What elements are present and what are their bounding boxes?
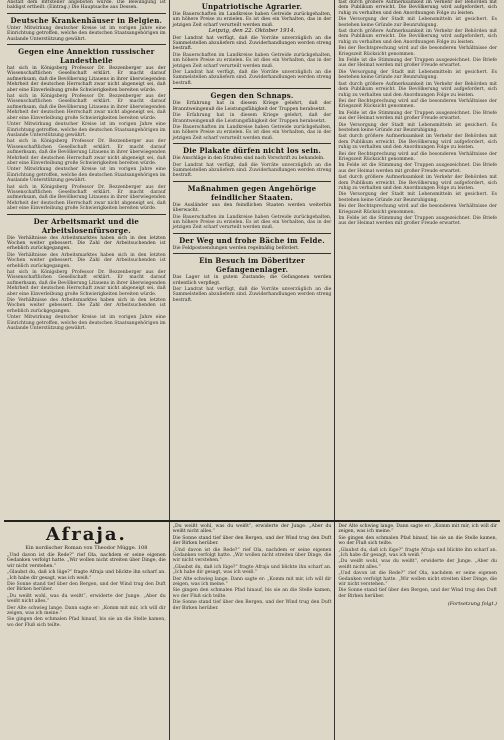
article-body: Im Felde ist die Stimmung der Truppen ausgezeichnet. Die Briefe aus der Heimat werden mit großer Freude erwartet. xyxy=(338,163,498,174)
article-body: Bei der Rechtsprechung wird auf die besonderen Verhältnisse der Kriegszeit Rücksicht genommen. xyxy=(338,46,498,57)
article-body: Die Bauerschaften im Landkreise haben Getreide zurückgehalten, um höhere Preise zu erzielen. Es ist dies ein Verhalten, das in der jetzigen Zeit scharf verurteilt werden muß. xyxy=(172,124,332,141)
novel-title: Afraja. xyxy=(45,524,127,545)
article-body: Unter Mitwirkung deutscher Kreise ist im vorigen Jahre eine Einrichtung getroffen, welche den deutschen Staatsangehörigen im Auslande Unterstützung gewährt. xyxy=(7,122,166,138)
novel-subtitle xyxy=(7,545,166,551)
headline: Ein Besuch im Döberitzer Gefangenenlager. xyxy=(199,256,305,275)
article-body: Im Felde ist die Stimmung der Truppen ausgezeichnet. Die Briefe aus der Heimat werden mit großer Freude erwartet. xyxy=(338,110,498,122)
novel-text: Sie gingen den schmalen Pfad hinauf, bis sie an die Stelle kamen, wo der Fluß sich teilte. xyxy=(7,617,166,628)
feuilleton-section xyxy=(4,520,500,740)
article-body: Die Anschläge in den Straßen sind nach Vorschrift zu behandeln. xyxy=(172,156,325,162)
headline: Gegen den Schnaps. xyxy=(210,91,294,101)
divider xyxy=(7,214,166,215)
novel-text: Die Sonne stand tief über den Bergen, und der Wind trug den Duft der Birken herüber. xyxy=(338,588,498,599)
article-body: Der Landrat hat verfügt, daß die Vorräte unverzüglich an die Sammelstellen abzuliefern sind. Zuwiderhandlungen werden streng bestraft. xyxy=(172,35,332,52)
novel-text: Der Alte schwieg lange. Dann sagte er: „Komm mit mir, ich will dir zeigen, was ich meine.“ xyxy=(338,524,498,535)
article-body: Der Landrat hat verfügt, daß die Vorräte unverzüglich an die Sammelstellen abzuliefern sind. Zuwiderhandlungen werden streng bestraft. xyxy=(172,162,332,179)
article-body: Die Versorgung der Stadt mit Lebensmitteln ist gesichert. Es bestehen keine Gründe zur Beunruhigung. xyxy=(338,17,498,28)
article-body: fast durch größere Aufmerksamkeit im Verkehr der Behörden mit dem Publikum erreicht. Die Bevölkerung wird aufgefordert, sich ruhig zu verhalten und den Anordnungen Folge zu leisten. xyxy=(338,81,498,98)
article-body: Die Verhältnisse des Arbeitsmarktes haben sich in den letzten Wochen weiter gebessert. Die Zahl der Arbeitsuchenden ist erheblich zurückgegangen. xyxy=(7,252,166,269)
article-body: fast durch größere Aufmerksamkeit im Verkehr der Behörden mit dem Publikum erreicht. Die Bevölkerung wird aufgefordert, sich ruhig zu verhalten und den Anordnungen Folge zu leisten. xyxy=(338,29,498,45)
novel-text: Die Sonne stand tief über den Bergen, und der Wind trug den Duft der Birken herüber. xyxy=(7,582,166,593)
column-1 xyxy=(4,0,170,520)
article-body: Der Landrat hat verfügt, daß die Vorräte unverzüglich an die Sammelstellen abzuliefern sind. Zuwiderhandlungen werden streng bestraft. xyxy=(172,70,332,86)
article-body: Die Erfahrung hat in diesem Kriege gelehrt, daß der Branntweingenuß die Leistungsfähigkeit der Truppen herabsetzt. xyxy=(172,113,332,124)
article-body: fast durch größere Aufmerksamkeit im Verkehr der Behörden mit dem Publikum erreicht. Die Bevölkerung wird aufgefordert, sich ruhig zu verhalten und den Anordnungen Folge zu leisten. xyxy=(338,0,498,16)
headline: Die Plakate dürfen nicht los sein. xyxy=(182,146,322,156)
article-body: fast durch größere Aufmerksamkeit im Verkehr der Behörden mit dem Publikum erreicht. Die Bevölkerung wird aufgefordert, sich ruhig zu verhalten und den Anordnungen Folge zu leisten. xyxy=(338,175,498,191)
novel-text: Der Alte schwieg lange. Dann sagte er: „Komm mit mir, ich will dir zeigen, was ich meine.“ xyxy=(7,605,166,617)
article-intro: Anstalt dem Bittsteller angeboten würde. Die Bewilligung ist baldigst ertheilt. (Eintrag.) Die Hauptsache aus Dessen. xyxy=(7,0,166,11)
divider xyxy=(173,253,332,254)
novel-text: Die Sonne stand tief über den Bergen, und der Wind trug den Duft der Birken herüber. xyxy=(172,600,332,611)
article-body: Die Versorgung der Stadt mit Lebensmitteln ist gesichert. Es bestehen keine Gründe zur Beunruhigung. xyxy=(338,192,498,203)
article-body: Die Ausländer aus den feindlichen Staaten werden weiterhin überwacht. xyxy=(172,202,332,214)
article-body: hat sich in Königsberg Professor Dr. Bezzenberger aus der Wissenschaftlichen Gesellschaft erklärt. Er macht darauf aufmerksam, daß die Bevölkerung Litauens in ihrer überwiegenden Mehrheit der deutschen Herrschaft zwar nicht abgeneigt sei, daß aber eine Einverleibung große Schwierigkeiten bereiten würde. xyxy=(7,139,166,166)
novel-column-2 xyxy=(170,522,336,740)
novel-text: „Glaubst du, daß ich lüge?“ fragte Afraja und blickte ihn scharf an. „Ich habe dir gesagt, was ich weiß.“ xyxy=(7,570,166,581)
novel-text: „Du weißt wohl, was du weißt“, erwiderte der Junge. „Aber du weißt nicht alles.“ xyxy=(172,524,332,535)
novel-column-3 xyxy=(335,522,500,740)
article-body: Der Landrat hat verfügt, daß die Vorräte unverzüglich an die Sammelstellen abzuliefern sind. Zuwiderhandlungen werden streng bestraft. xyxy=(172,287,332,303)
divider xyxy=(173,233,332,234)
novel-text: „Und davon ist die Rede?“ rief Ola, nachdem er seine eigenen Gedanken verfolgt hatte. „Wir wollen nicht streiten über Dinge, die wir nicht verstehen.“ xyxy=(172,547,332,564)
article-body: Die Feldpostsendungen werden regelmäßig befördert. xyxy=(172,245,300,251)
novel-text: „Glaubst du, daß ich lüge?“ fragte Afraja und blickte ihn scharf an. „Ich habe dir gesagt, was ich weiß.“ xyxy=(338,547,498,559)
article-body: hat sich in Königsberg Professor Dr. Bezzenberger aus der Wissenschaftlichen Gesellschaft erklärt. Er macht darauf aufmerksam, daß die Bevölkerung Litauens in ihrer überwiegenden Mehrheit der deutschen Herrschaft zwar nicht abgeneigt sei, daß aber eine Einverleibung große Schwierigkeiten bereiten würde. xyxy=(7,184,166,212)
headline: Maßnahmen gegen Angehörige feindlicher Staaten. xyxy=(187,183,317,202)
article-body: hat sich in Königsberg Professor Dr. Bezzenberger aus der Wissenschaftlichen Gesellschaft erklärt. Er macht darauf aufmerksam, daß die Bevölkerung Litauens in ihrer überwiegenden Mehrheit der deutschen Herrschaft zwar nicht abgeneigt sei, daß aber eine Einverleibung große Schwierigkeiten bereiten würde. xyxy=(7,66,166,93)
headline: Der Weg und frohe Bäche im Felde. xyxy=(179,235,325,245)
novel-text: Sie gingen den schmalen Pfad hinauf, bis sie an die Stelle kamen, wo der Fluß sich teilte. xyxy=(172,588,332,599)
article-body: Die Versorgung der Stadt mit Lebensmitteln ist gesichert. Es bestehen keine Gründe zur Beunruhigung. xyxy=(338,122,498,133)
article-body: Die Bauerschaften im Landkreise haben Getreide zurückgehalten, um höhere Preise zu erzielen. Es ist dies ein Verhalten, das in der jetzigen Zeit scharf verurteilt werden muß. xyxy=(172,214,332,231)
article-body: fast durch größere Aufmerksamkeit im Verkehr der Behörden mit dem Publikum erreicht. Die Bevölkerung wird aufgefordert, sich ruhig zu verhalten und den Anordnungen Folge zu leisten. xyxy=(338,134,498,151)
continuation-note: (Fortsetzung folgt.) xyxy=(447,601,498,608)
article-body: Die Verhältnisse des Arbeitsmarktes haben sich in den letzten Wochen weiter gebessert. Die Zahl der Arbeitsuchenden ist erheblich zurückgegangen. xyxy=(7,298,166,314)
column-2 xyxy=(170,0,336,520)
article-body: Die Bauerschaften im Landkreise haben Getreide zurückgehalten, um höhere Preise zu erzielen. Es ist dies ein Verhalten, das in der jetzigen Zeit scharf verurteilt werden muß. xyxy=(172,12,332,28)
novel-text: „Und davon ist die Rede?“ rief Ola, nachdem er seine eigenen Gedanken verfolgt hatte. „Wir wollen nicht streiten über Dinge, die wir nicht verstehen.“ xyxy=(338,571,498,588)
novel-text: „Du weißt wohl, was du weißt“, erwiderte der Junge. „Aber du weißt nicht alles.“ xyxy=(7,593,166,605)
novel-text: Die Sonne stand tief über den Bergen, und der Wind trug den Duft der Birken herüber. xyxy=(172,535,332,547)
dateline: Leipzig, den 22. Oktober 1914. xyxy=(208,28,296,35)
article-body: Unter Mitwirkung deutscher Kreise ist im vorigen Jahre eine Einrichtung getroffen, welche den deutschen Staatsangehörigen im Auslande Unterstützung gewährt. xyxy=(7,315,166,332)
article-body: Die Bauerschaften im Landkreise haben Getreide zurückgehalten, um höhere Preise zu erzielen. Es ist dies ein Verhalten, das in der jetzigen Zeit scharf verurteilt werden muß. xyxy=(172,52,332,69)
divider xyxy=(173,181,332,182)
article-body: Bei der Rechtsprechung wird auf die besonderen Verhältnisse der Kriegszeit Rücksicht genommen. xyxy=(338,151,498,162)
upper-columns xyxy=(4,0,500,520)
novel-text: „Du weißt wohl, was du weißt“, erwiderte der Junge. „Aber du weißt nicht alles.“ xyxy=(338,559,498,570)
divider xyxy=(173,88,332,89)
article-body: hat sich in Königsberg Professor Dr. Bezzenberger aus der Wissenschaftlichen Gesellschaft erklärt. Er macht darauf aufmerksam, daß die Bevölkerung Litauens in ihrer überwiegenden Mehrheit der deutschen Herrschaft zwar nicht abgeneigt sei, daß aber eine Einverleibung große Schwierigkeiten bereiten würde. xyxy=(7,270,166,297)
novel-text: Der Alte schwieg lange. Dann sagte er: „Komm mit mir, ich will dir zeigen, was ich meine.“ xyxy=(172,576,332,588)
headline: Unpatriotische Agrarier. xyxy=(201,2,303,11)
divider xyxy=(7,13,166,14)
installment-number: 108 xyxy=(137,545,148,551)
article-body: hat sich in Königsberg Professor Dr. Bezzenberger aus der Wissenschaftlichen Gesellschaft erklärt. Er macht darauf aufmerksam, daß die Bevölkerung Litauens in ihrer überwiegenden Mehrheit der deutschen Herrschaft zwar nicht abgeneigt sei, daß aber eine Einverleibung große Schwierigkeiten bereiten würde. xyxy=(7,94,166,121)
article-body: Die Versorgung der Stadt mit Lebensmitteln ist gesichert. Es bestehen keine Gründe zur Beunruhigung. xyxy=(338,69,498,81)
article-body: Bei der Rechtsprechung wird auf die besonderen Verhältnisse der Kriegszeit Rücksicht genommen. xyxy=(338,204,498,215)
article-body: Im Felde ist die Stimmung der Truppen ausgezeichnet. Die Briefe aus der Heimat werden mit großer Freude erwartet. xyxy=(338,216,498,227)
novel-byline: Ein nordischer Roman von Theodor Mügge. xyxy=(25,545,137,551)
article-body: Unter Mitwirkung deutscher Kreise ist im vorigen Jahre eine Einrichtung getroffen, welche den deutschen Staatsangehörigen im Auslande Unterstützung gewährt. xyxy=(7,167,166,184)
novel-column-1 xyxy=(4,522,170,740)
divider xyxy=(7,44,166,45)
headline: Deutsche Krankenhäuser in Belgien. xyxy=(10,15,163,25)
article-body: Bei der Rechtsprechung wird auf die besonderen Verhältnisse der Kriegszeit Rücksicht genommen. xyxy=(338,98,498,110)
article-body: Unter Mitwirkung deutscher Kreise ist im vorigen Jahre eine Einrichtung getroffen, welche den deutschen Staatsangehörigen im Auslande Unterstützung gewährt. xyxy=(7,25,166,42)
novel-text: „Glaubst du, daß ich lüge?“ fragte Afraja und blickte ihn scharf an. „Ich habe dir gesagt, was ich weiß.“ xyxy=(172,564,332,576)
article-body: Das Lager ist in gutem Zustande; die Gefangenen werden ordentlich verpflegt. xyxy=(172,275,332,286)
article-body: Die Verhältnisse des Arbeitsmarktes haben sich in den letzten Wochen weiter gebessert. Die Zahl der Arbeitsuchenden ist erheblich zurückgegangen. xyxy=(7,235,166,252)
headline: Der Arbeitsmarkt und die Arbeitslosenfürsorge. xyxy=(33,216,140,235)
article-body: Die Erfahrung hat in diesem Kriege gelehrt, daß der Branntweingenuß die Leistungsfähigkeit der Truppen herabsetzt. xyxy=(172,101,332,112)
headline: Gegen eine Annektion russischer Landestheile xyxy=(18,47,155,66)
article-body: Im Felde ist die Stimmung der Truppen ausgezeichnet. Die Briefe aus der Heimat werden mit großer Freude erwartet. xyxy=(338,58,498,69)
novel-text: „Und davon ist die Rede?“ rief Ola, nachdem er seine eigenen Gedanken verfolgt hatte. „Wir wollen nicht streiten über Dinge, die wir nicht verstehen.“ xyxy=(7,553,166,569)
divider xyxy=(173,143,332,144)
column-3 xyxy=(335,0,500,520)
novel-text: Sie gingen den schmalen Pfad hinauf, bis sie an die Stelle kamen, wo der Fluß sich teilte. xyxy=(338,535,498,547)
